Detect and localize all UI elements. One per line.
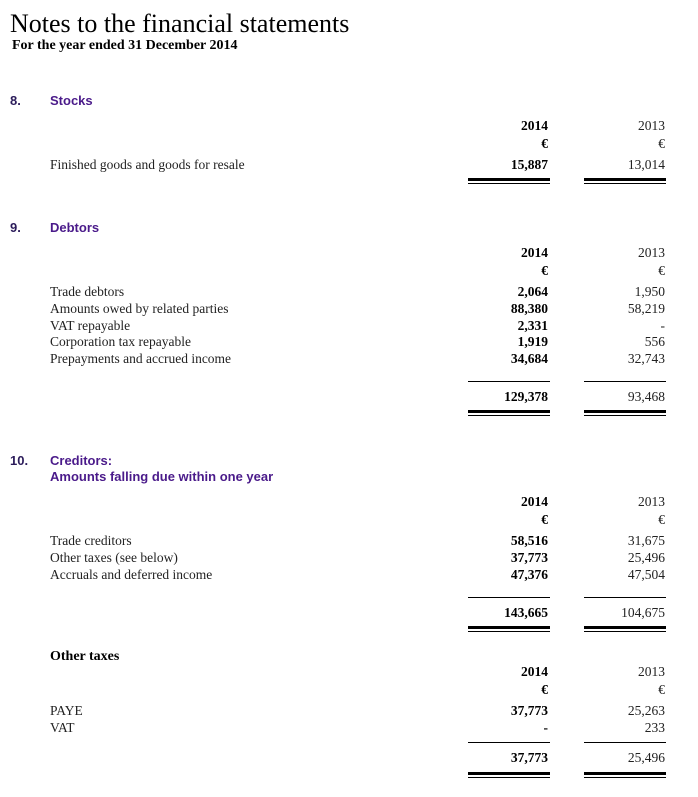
row-label: Other taxes (see below) [50, 550, 178, 565]
column-header-2014: 2014 [521, 494, 548, 509]
value-2014: 88,380 [510, 301, 548, 316]
row-label: Trade creditors [50, 533, 132, 548]
value-2014: 58,516 [510, 533, 548, 548]
section-number: 10. [10, 453, 29, 468]
double-rule [468, 178, 550, 181]
section-title: Creditors: [50, 453, 113, 468]
value-2013: 47,504 [627, 567, 665, 582]
value-2013: 25,263 [627, 703, 665, 718]
section-number: 8. [10, 93, 21, 108]
double-rule [584, 415, 666, 416]
value-2014: 37,773 [510, 550, 548, 565]
currency-2013: € [658, 136, 665, 151]
double-rule [584, 410, 666, 413]
double-rule [584, 777, 666, 778]
currency-2014: € [541, 682, 548, 697]
double-rule [468, 183, 550, 184]
value-2014: 1,919 [517, 334, 548, 349]
currency-2013: € [658, 512, 665, 527]
currency-2014: € [541, 263, 548, 278]
row-label: Amounts owed by related parties [50, 301, 229, 316]
value-2013: - [660, 318, 665, 333]
double-rule [584, 183, 666, 184]
double-rule [584, 178, 666, 181]
value-2014: 2,064 [517, 284, 548, 299]
currency-2014: € [541, 512, 548, 527]
page-title: Notes to the financial statements [10, 9, 350, 38]
total-rule [584, 381, 666, 382]
double-rule [468, 410, 550, 413]
row-label: PAYE [50, 703, 83, 718]
section-title: Stocks [50, 93, 93, 108]
row-label: Trade debtors [50, 284, 125, 299]
double-rule [584, 626, 666, 629]
section-title: Debtors [50, 220, 100, 235]
total-2014: 143,665 [504, 605, 548, 620]
column-header-2014: 2014 [521, 245, 548, 260]
value-2013: 556 [644, 334, 665, 349]
value-2014: 2,331 [517, 318, 548, 333]
currency-2013: € [658, 263, 665, 278]
column-header-2014: 2014 [521, 118, 548, 133]
section-number: 9. [10, 220, 21, 235]
total-2014: 37,773 [510, 750, 548, 765]
total-2014: 129,378 [504, 389, 548, 404]
value-2013: 32,743 [627, 351, 665, 366]
subsection-title: Other taxes [50, 649, 120, 664]
value-2014: 15,887 [510, 157, 548, 172]
total-rule [584, 742, 666, 743]
column-header-2013: 2013 [638, 118, 665, 133]
column-header-2013: 2013 [638, 245, 665, 260]
value-2014: 34,684 [510, 351, 548, 366]
currency-2014: € [541, 136, 548, 151]
total-rule [468, 742, 550, 743]
value-2014: 47,376 [510, 567, 548, 582]
row-label: Prepayments and accrued income [50, 351, 232, 366]
currency-2013: € [658, 682, 665, 697]
double-rule [468, 772, 550, 775]
value-2013: 233 [644, 720, 665, 735]
value-2013: 58,219 [627, 301, 665, 316]
row-label: VAT repayable [50, 318, 131, 333]
value-2014: - [543, 720, 548, 735]
value-2013: 1,950 [634, 284, 665, 299]
row-label: Accruals and deferred income [50, 567, 213, 582]
row-label: Finished goods and goods for resale [50, 157, 245, 172]
double-rule [584, 772, 666, 775]
total-2013: 93,468 [627, 389, 665, 404]
column-header-2013: 2013 [638, 664, 665, 679]
value-2013: 31,675 [627, 533, 665, 548]
row-label: Corporation tax repayable [50, 334, 191, 349]
section-subtitle: Amounts falling due within one year [50, 469, 274, 484]
double-rule [468, 631, 550, 632]
total-rule [584, 597, 666, 598]
double-rule [468, 415, 550, 416]
total-2013: 25,496 [627, 750, 665, 765]
double-rule [584, 631, 666, 632]
double-rule [468, 777, 550, 778]
value-2013: 13,014 [627, 157, 665, 172]
page-subtitle: For the year ended 31 December 2014 [12, 38, 238, 53]
total-rule [468, 597, 550, 598]
total-rule [468, 381, 550, 382]
column-header-2014: 2014 [521, 664, 548, 679]
row-label: VAT [50, 720, 75, 735]
column-header-2013: 2013 [638, 494, 665, 509]
total-2013: 104,675 [621, 605, 665, 620]
value-2014: 37,773 [510, 703, 548, 718]
double-rule [468, 626, 550, 629]
value-2013: 25,496 [627, 550, 665, 565]
